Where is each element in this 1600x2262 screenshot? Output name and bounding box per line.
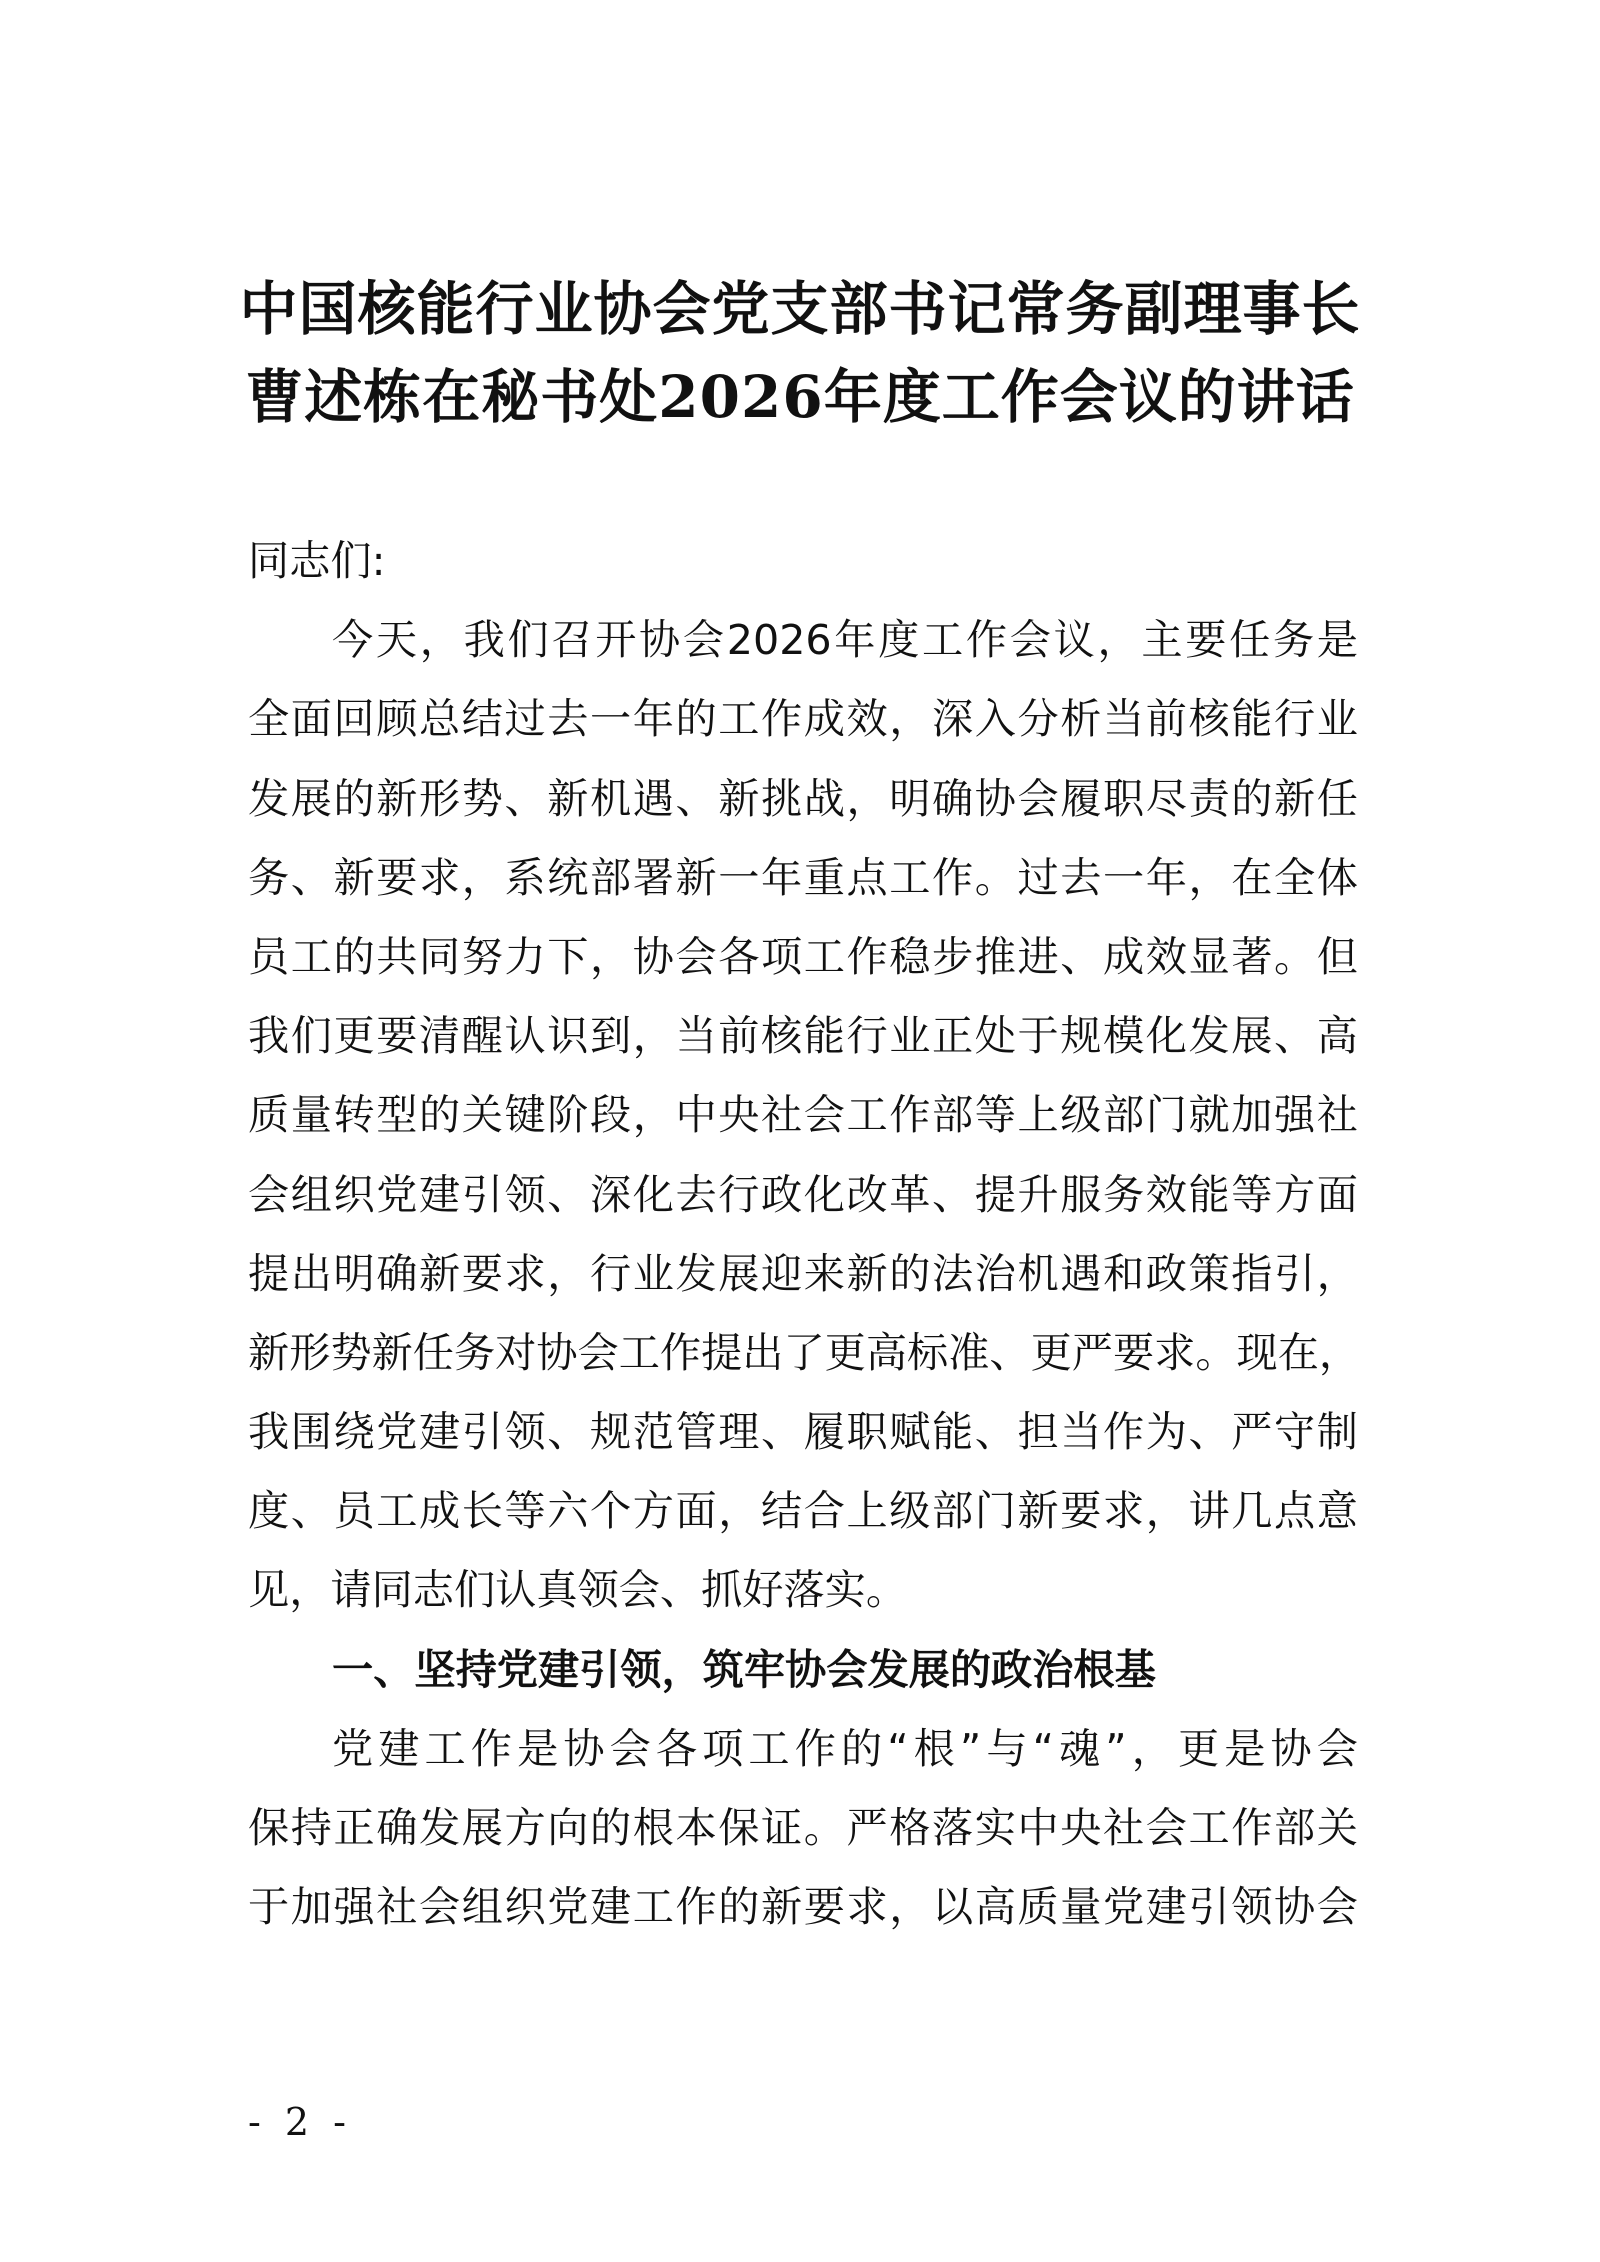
document-title xyxy=(200,265,1400,441)
paragraph-1-line: 提出明确新要求，行业发展迎来新的法治机遇和政策指引， xyxy=(248,1249,1358,1298)
paragraph-1-line: 员工的共同努力下，协会各项工作稳步推进、成效显著。但 xyxy=(248,932,1358,981)
paragraph-2-line: 党建工作是协会各项工作的“根”与“魂”，更是协会 xyxy=(332,1724,1358,1773)
paragraph-1-line: 全面回顾总结过去一年的工作成效，深入分析当前核能行业 xyxy=(248,695,1358,744)
paragraph-1-line: 务、新要求，系统部署新一年重点工作。过去一年，在全体 xyxy=(248,853,1358,902)
page-number: - 2 - xyxy=(248,2100,353,2144)
paragraph-1-line: 见，请同志们认真领会、抓好落实。 xyxy=(248,1566,908,1615)
paragraph-1-line: 新形势新任务对协会工作提出了更高标准、更严要求。现在， xyxy=(248,1328,1361,1377)
paragraph-1-line: 今天，我们召开协会2026年度工作会议，主要任务是 xyxy=(332,616,1358,665)
paragraph-1-line: 质量转型的关键阶段，中央社会工作部等上级部门就加强社 xyxy=(248,1091,1358,1140)
section-1-heading: 一、坚持党建引领，筑牢协会发展的政治根基 xyxy=(332,1645,1156,1694)
salutation: 同志们: xyxy=(248,537,386,585)
paragraph-1-line: 我们更要清醒认识到，当前核能行业正处于规模化发展、高 xyxy=(248,1012,1358,1061)
paragraph-1-line: 我围绕党建引领、规范管理、履职赋能、担当作为、严守制 xyxy=(248,1408,1358,1457)
title-line-1: 中国核能行业协会党支部书记常务副理事长 xyxy=(239,275,1361,343)
paragraph-1-line: 会组织党建引领、深化去行政化改革、提升服务效能等方面 xyxy=(248,1170,1358,1219)
paragraph-1-line: 度、员工成长等六个方面，结合上级部门新要求，讲几点意 xyxy=(248,1487,1358,1536)
paragraph-1-line: 发展的新形势、新机遇、新挑战，明确协会履职尽责的新任 xyxy=(248,774,1358,823)
paragraph-2-line: 于加强社会组织党建工作的新要求，以高质量党建引领协会 xyxy=(248,1883,1358,1932)
document-body xyxy=(248,522,1361,1947)
title-line-2: 曹述栋在秘书处2026年度工作会议的讲话 xyxy=(245,363,1355,431)
paragraph-2-line: 保持正确发展方向的根本保证。严格落实中央社会工作部关 xyxy=(248,1804,1358,1852)
